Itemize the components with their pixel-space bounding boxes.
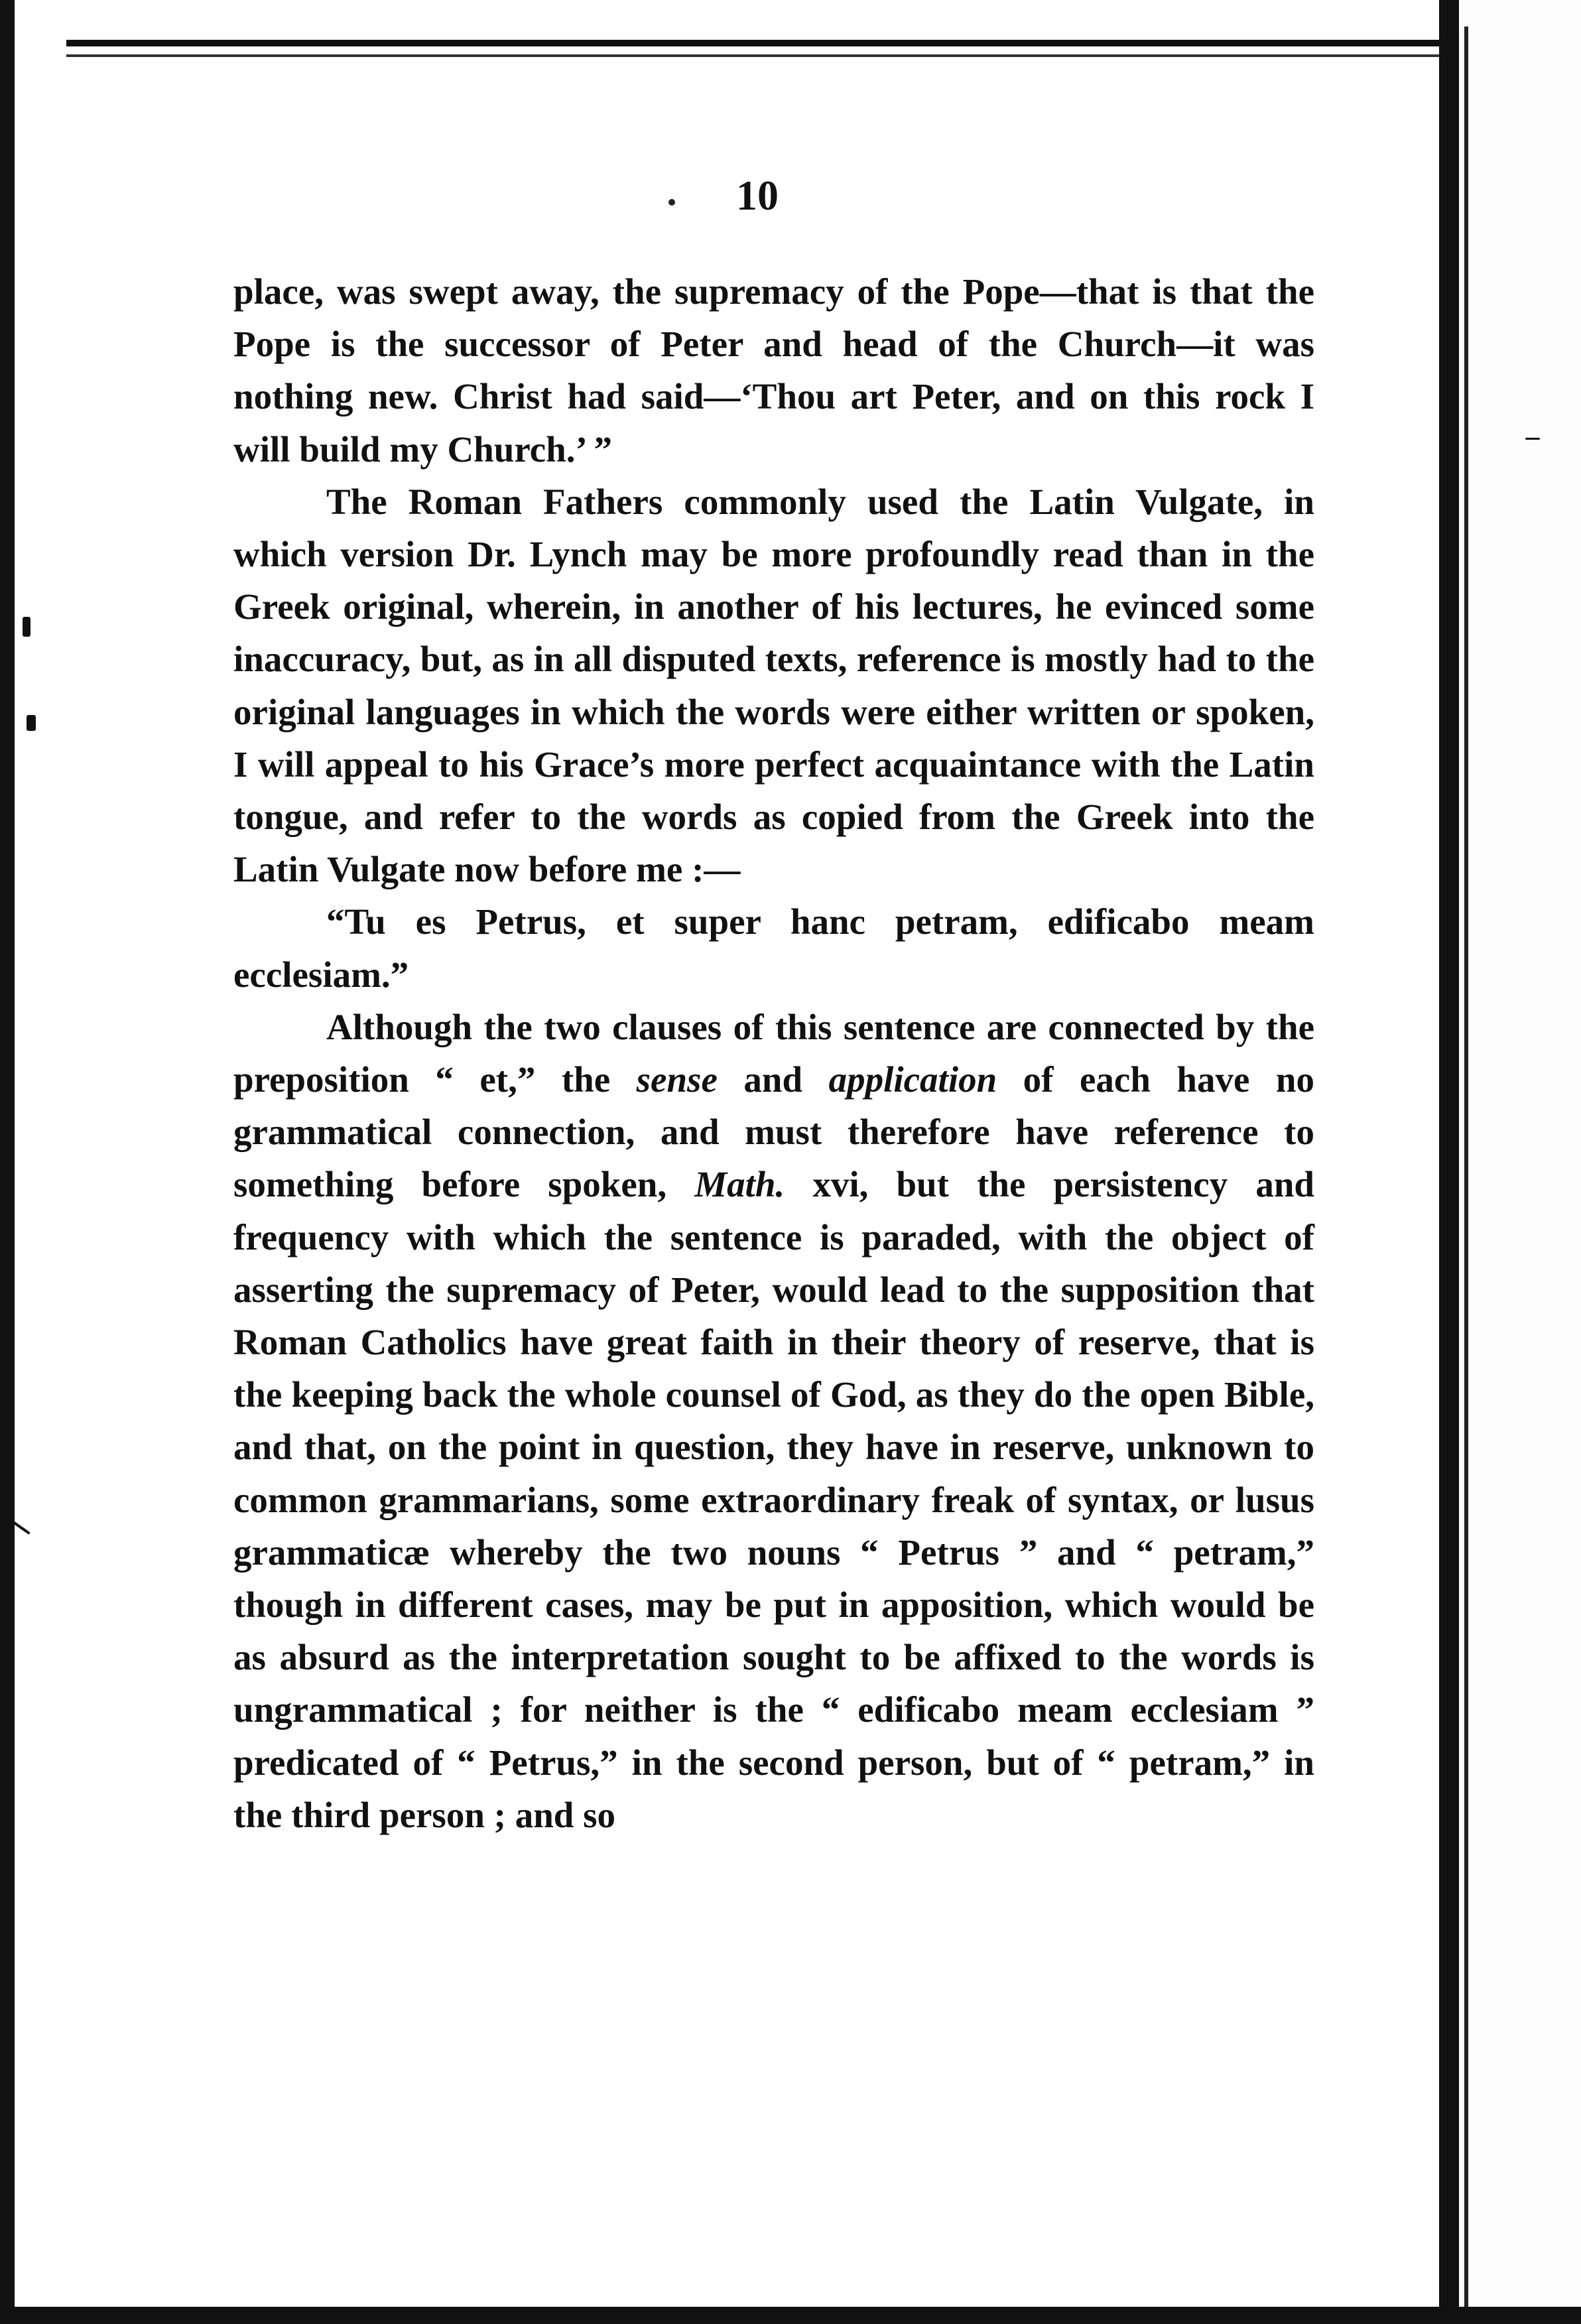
block-quote-paragraph <box>233 895 1314 1000</box>
paragraph-text: The Roman Fathers commonly used the Latin Vulgate, in which version Dr. Lynch may be more profoundly read than in the Greek original, wherein, in another of his lectures, he evinced some inaccuracy, but, as in all disputed texts, reference is mostly had to the original languages in which the words were either written or spoken, I will appeal to his Grace’s more perfect acquaintance with the Latin tongue, and refer to the words as copied from the Greek into the Latin Vulgate now before me :— <box>233 481 1314 890</box>
paragraph-text: place, was swept away, the supremacy of the Pope—that is that the Pope is the successor of Peter and head of the Church—it was nothing new. Christ had said—‘Thou art Peter, and on this rock I will build my Church.’ ” <box>233 271 1314 470</box>
binding-gutter <box>1439 0 1459 2324</box>
margin-speck <box>1525 438 1540 440</box>
scan-bottom-edge <box>0 2307 1581 2324</box>
paragraph-text: and <box>717 1059 829 1100</box>
page-number: 10 <box>736 172 779 219</box>
paragraph-text: Although the two clauses of this sentence are connected by the preposition “ et,” the <box>233 1006 1314 1100</box>
margin-speck <box>27 715 36 731</box>
emphasis-text: sense <box>636 1059 718 1100</box>
body-text <box>233 265 1314 1841</box>
paragraph <box>233 265 1314 476</box>
paragraph-text: of each have no grammatical connection, and must therefore have reference to something before spoken, <box>233 1059 1314 1205</box>
paragraph-text: “Tu es Petrus, et super hanc petram, edificabo meam ecclesiam.” <box>233 901 1314 995</box>
top-border-rule <box>66 40 1452 46</box>
paragraph <box>233 1001 1314 1841</box>
paragraph <box>233 476 1314 896</box>
facing-page-edge <box>1459 0 1581 2324</box>
scan-left-edge <box>0 0 15 2324</box>
emphasis-text: application <box>828 1059 997 1100</box>
emphasis-text: Math. <box>694 1164 785 1205</box>
paragraph-text: xvi, but the persistency and frequency with which the sentence is paraded, with the object of asserting the supremacy of Peter, would lead to the supposition that Roman Catholics have great faith in their theory of reserve, that is the keeping back the whole counsel of God, as they do the open Bible, and that, on the point in question, they have in reserve, unknown to common grammarians, some extraordinary freak of syntax, or lusus grammaticæ whereby the two nouns “ Petrus ” and “ petram,” though in different cases, may be put in apposition, which would be as absurd as the interpretation sought to be affixed to the words is ungrammatical ; for neither is the “ edificabo meam ecclesiam ” predicated of “ Petrus,” in the second person, but of “ petram,” in the third person ; and so <box>233 1164 1314 1835</box>
top-border-rule-thin <box>66 54 1446 57</box>
margin-speck <box>23 617 31 637</box>
facing-page-line <box>1464 27 1468 2308</box>
page-dot <box>668 199 675 206</box>
